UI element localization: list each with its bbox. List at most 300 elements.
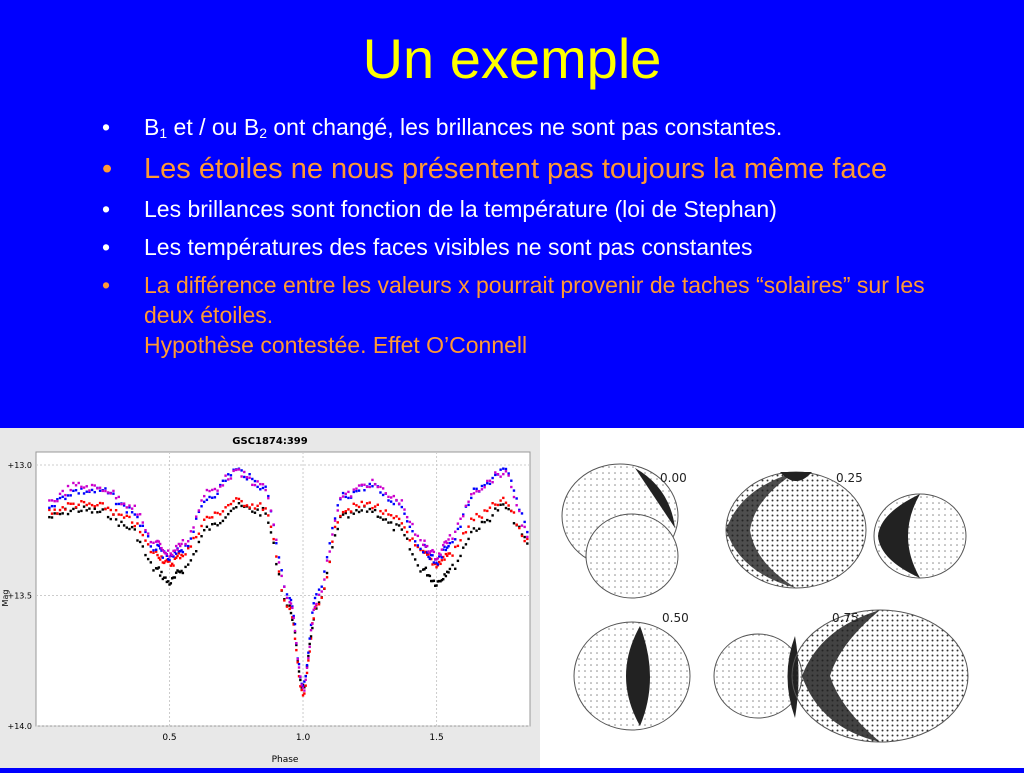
data-point	[454, 568, 456, 570]
data-point	[398, 502, 400, 504]
data-point	[457, 522, 459, 524]
data-point	[347, 508, 349, 510]
data-point	[203, 501, 205, 503]
data-point	[467, 504, 469, 506]
data-point	[295, 649, 297, 651]
data-point	[510, 480, 512, 482]
data-point	[139, 513, 141, 515]
data-point	[254, 484, 256, 486]
data-point	[486, 519, 488, 521]
data-point	[168, 555, 170, 557]
data-point	[419, 570, 421, 572]
data-point	[403, 534, 405, 536]
data-point	[144, 554, 146, 556]
data-point	[147, 532, 149, 534]
data-point	[195, 536, 197, 538]
y-tick-label: +14.0	[7, 722, 32, 731]
data-point	[251, 484, 253, 486]
data-point	[486, 482, 488, 484]
data-point	[462, 515, 464, 517]
data-point	[283, 586, 285, 588]
data-point	[254, 480, 256, 482]
data-point	[118, 496, 120, 498]
data-point	[518, 510, 520, 512]
data-point	[267, 522, 269, 524]
data-point	[366, 510, 368, 512]
data-point	[259, 488, 261, 490]
data-point	[491, 481, 493, 483]
bullet-text: Hypothèse contestée. Effet O’Connell	[144, 332, 528, 358]
data-point	[483, 486, 485, 488]
data-point	[224, 474, 226, 476]
data-point	[211, 497, 213, 499]
data-point	[280, 569, 282, 571]
data-point	[211, 523, 213, 525]
data-point	[184, 566, 186, 568]
data-point	[224, 480, 226, 482]
data-point	[51, 505, 53, 507]
data-point	[51, 499, 53, 501]
data-point	[275, 542, 277, 544]
data-point	[337, 528, 339, 530]
data-point	[309, 643, 311, 645]
bullet-item	[100, 112, 980, 142]
data-point	[88, 502, 90, 504]
data-point	[465, 543, 467, 545]
data-point	[481, 488, 483, 490]
data-point	[385, 492, 387, 494]
data-point	[182, 572, 184, 574]
bullet-text: et / ou B	[167, 114, 260, 140]
data-point	[473, 519, 475, 521]
data-point	[371, 511, 373, 513]
data-point	[311, 623, 313, 625]
data-point	[48, 507, 50, 509]
data-point	[382, 518, 384, 520]
subscript: 1	[159, 125, 168, 141]
data-point	[314, 597, 316, 599]
data-point	[475, 490, 477, 492]
data-point	[94, 484, 96, 486]
data-point	[390, 500, 392, 502]
data-point	[259, 514, 261, 516]
data-point	[190, 545, 192, 547]
data-point	[203, 519, 205, 521]
data-point	[147, 558, 149, 560]
data-point	[80, 510, 82, 512]
data-point	[363, 505, 365, 507]
data-point	[445, 575, 447, 577]
data-point	[99, 511, 101, 513]
data-point	[91, 484, 93, 486]
data-point	[457, 560, 459, 562]
data-point	[102, 490, 104, 492]
data-point	[422, 551, 424, 553]
data-point	[56, 500, 58, 502]
data-point	[110, 509, 112, 511]
data-point	[326, 556, 328, 558]
data-point	[136, 513, 138, 515]
data-point	[310, 629, 312, 631]
data-point	[62, 506, 64, 508]
data-point	[171, 554, 173, 556]
data-point	[155, 549, 157, 551]
data-point	[417, 535, 419, 537]
data-point	[56, 512, 58, 514]
data-point	[251, 478, 253, 480]
data-point	[123, 502, 125, 504]
data-point	[459, 518, 461, 520]
data-point	[230, 510, 232, 512]
data-point	[299, 675, 301, 677]
data-point	[134, 528, 136, 530]
data-point	[374, 483, 376, 485]
data-point	[329, 550, 331, 552]
data-point	[393, 503, 395, 505]
data-point	[144, 529, 146, 531]
data-point	[72, 490, 74, 492]
data-point	[107, 507, 109, 509]
data-point	[86, 485, 88, 487]
data-point	[390, 496, 392, 498]
data-point	[467, 525, 469, 527]
data-point	[216, 512, 218, 514]
data-point	[174, 576, 176, 578]
data-point	[262, 509, 264, 511]
phase-label: 0.75	[832, 611, 859, 625]
data-point	[296, 658, 298, 660]
data-point	[64, 508, 66, 510]
data-point	[128, 528, 130, 530]
data-point	[59, 497, 61, 499]
data-point	[442, 578, 444, 580]
data-point	[267, 495, 269, 497]
data-point	[449, 552, 451, 554]
data-point	[120, 503, 122, 505]
data-point	[510, 510, 512, 512]
data-point	[306, 672, 308, 674]
data-point	[414, 558, 416, 560]
data-point	[216, 493, 218, 495]
data-point	[502, 503, 504, 505]
data-point	[180, 543, 182, 545]
data-point	[235, 506, 237, 508]
data-point	[224, 516, 226, 518]
data-point	[298, 663, 300, 665]
bullet-text: Les brillances sont fonction de la température (loi de Stephan)	[144, 196, 777, 222]
data-point	[206, 499, 208, 501]
data-point	[208, 496, 210, 498]
data-point	[142, 525, 144, 527]
data-point	[377, 504, 379, 506]
phase-panel-000	[562, 464, 687, 598]
data-point	[272, 523, 274, 525]
data-point	[99, 490, 101, 492]
data-point	[200, 525, 202, 527]
bullet-text: Les températures des faces visibles ne sont pas constantes	[144, 234, 753, 260]
data-point	[192, 553, 194, 555]
data-point	[411, 530, 413, 532]
data-point	[355, 490, 357, 492]
data-point	[403, 508, 405, 510]
data-point	[313, 609, 315, 611]
data-point	[447, 545, 449, 547]
data-point	[326, 572, 328, 574]
data-point	[270, 531, 272, 533]
light-curve-svg	[0, 428, 540, 768]
data-point	[167, 549, 169, 551]
data-point	[447, 538, 449, 540]
bullet-glyph: •	[102, 114, 111, 140]
data-point	[275, 555, 277, 557]
data-point	[123, 516, 125, 518]
data-point	[219, 513, 221, 515]
data-point	[144, 539, 146, 541]
data-point	[439, 553, 441, 555]
data-point	[414, 533, 416, 535]
data-point	[164, 576, 166, 578]
data-point	[437, 563, 439, 565]
data-point	[227, 504, 229, 506]
data-point	[147, 535, 149, 537]
data-point	[120, 514, 122, 516]
data-point	[238, 468, 240, 470]
data-point	[102, 508, 104, 510]
data-point	[94, 491, 96, 493]
data-point	[339, 515, 341, 517]
data-point	[442, 544, 444, 546]
data-point	[286, 605, 288, 607]
data-point	[323, 587, 325, 589]
data-point	[353, 503, 355, 505]
data-point	[275, 563, 277, 565]
data-point	[321, 585, 323, 587]
data-point	[110, 492, 112, 494]
data-point	[510, 486, 512, 488]
data-point	[355, 487, 357, 489]
data-point	[230, 477, 232, 479]
data-point	[401, 528, 403, 530]
data-point	[451, 537, 453, 539]
data-point	[409, 548, 411, 550]
data-point	[459, 539, 461, 541]
data-point	[387, 521, 389, 523]
data-point	[195, 515, 197, 517]
data-point	[176, 555, 178, 557]
data-point	[248, 473, 250, 475]
data-point	[190, 537, 192, 539]
data-point	[355, 509, 357, 511]
data-point	[211, 489, 213, 491]
data-point	[374, 505, 376, 507]
data-point	[494, 471, 496, 473]
data-point	[192, 531, 194, 533]
data-point	[406, 531, 408, 533]
data-point	[240, 469, 242, 471]
data-point	[321, 597, 323, 599]
data-point	[75, 506, 77, 508]
data-point	[331, 533, 333, 535]
data-point	[75, 484, 77, 486]
data-point	[513, 522, 515, 524]
data-point	[483, 509, 485, 511]
data-point	[446, 555, 448, 557]
data-point	[303, 689, 305, 691]
data-point	[395, 499, 397, 501]
data-point	[160, 547, 162, 549]
bullet-text: B	[144, 114, 160, 140]
data-point	[214, 511, 216, 513]
data-point	[126, 526, 128, 528]
data-point	[232, 470, 234, 472]
data-point	[227, 478, 229, 480]
data-point	[131, 511, 133, 513]
data-point	[350, 495, 352, 497]
data-point	[505, 468, 507, 470]
data-point	[147, 543, 149, 545]
data-point	[115, 503, 117, 505]
bullet-item	[100, 232, 980, 262]
data-point	[502, 473, 504, 475]
data-point	[342, 492, 344, 494]
data-point	[175, 545, 177, 547]
data-point	[99, 502, 101, 504]
light-curve-chart	[0, 428, 540, 768]
data-point	[262, 487, 264, 489]
data-point	[499, 475, 501, 477]
data-point	[131, 507, 133, 509]
data-point	[390, 521, 392, 523]
data-point	[497, 473, 499, 475]
data-point	[497, 509, 499, 511]
data-point	[494, 474, 496, 476]
data-point	[131, 521, 133, 523]
data-point	[419, 548, 421, 550]
data-point	[72, 508, 74, 510]
data-point	[91, 511, 93, 513]
data-point	[459, 555, 461, 557]
data-point	[449, 542, 451, 544]
data-point	[337, 509, 339, 511]
data-point	[393, 529, 395, 531]
data-point	[318, 588, 320, 590]
data-point	[446, 542, 448, 544]
data-point	[315, 593, 317, 595]
data-point	[358, 484, 360, 486]
data-point	[159, 558, 161, 560]
data-point	[507, 504, 509, 506]
data-point	[72, 482, 74, 484]
data-point	[118, 503, 120, 505]
data-point	[313, 617, 315, 619]
data-point	[379, 491, 381, 493]
data-point	[470, 497, 472, 499]
data-point	[272, 542, 274, 544]
data-point	[152, 552, 154, 554]
data-point	[337, 504, 339, 506]
data-point	[481, 516, 483, 518]
subscript: 2	[259, 125, 267, 141]
data-point	[502, 467, 504, 469]
data-point	[67, 494, 69, 496]
data-point	[126, 511, 128, 513]
data-point	[334, 526, 336, 528]
data-point	[454, 531, 456, 533]
data-point	[382, 494, 384, 496]
data-point	[174, 549, 176, 551]
data-point	[323, 570, 325, 572]
data-point	[387, 513, 389, 515]
data-point	[53, 505, 55, 507]
data-point	[409, 526, 411, 528]
y-tick-label: +13.0	[7, 461, 32, 471]
data-point	[156, 554, 158, 556]
data-point	[329, 561, 331, 563]
data-point	[160, 571, 162, 573]
data-point	[200, 505, 202, 507]
data-point	[306, 664, 308, 666]
data-point	[190, 530, 192, 532]
bullet-glyph: •	[102, 234, 111, 260]
data-point	[489, 507, 491, 509]
data-point	[403, 512, 405, 514]
data-point	[369, 483, 371, 485]
data-point	[230, 503, 232, 505]
chart-title: GSC1874:399	[232, 436, 308, 447]
data-point	[118, 513, 120, 515]
data-point	[136, 516, 138, 518]
data-point	[264, 486, 266, 488]
data-point	[307, 659, 309, 661]
bullet-text: La différence entre les valeurs x pourrait provenir de taches “solaires” sur les deux étoiles.	[144, 272, 925, 328]
data-point	[270, 526, 272, 528]
bullet-glyph: •	[102, 272, 111, 298]
data-point	[139, 525, 141, 527]
data-point	[208, 516, 210, 518]
data-point	[214, 496, 216, 498]
data-point	[379, 510, 381, 512]
data-point	[304, 684, 306, 686]
data-point	[398, 524, 400, 526]
data-point	[310, 635, 312, 637]
data-point	[467, 538, 469, 540]
data-point	[179, 545, 181, 547]
data-point	[499, 504, 501, 506]
data-point	[483, 484, 485, 486]
data-point	[439, 563, 441, 565]
data-point	[298, 670, 300, 672]
data-point	[369, 508, 371, 510]
data-point	[115, 518, 117, 520]
data-point	[475, 488, 477, 490]
data-point	[162, 549, 164, 551]
data-point	[107, 516, 109, 518]
data-point	[211, 516, 213, 518]
data-point	[318, 594, 320, 596]
data-point	[142, 534, 144, 536]
data-point	[198, 509, 200, 511]
data-point	[361, 501, 363, 503]
data-point	[478, 515, 480, 517]
data-point	[473, 488, 475, 490]
data-point	[195, 550, 197, 552]
data-point	[200, 499, 202, 501]
phase-panel-025	[726, 471, 966, 588]
data-point	[150, 561, 152, 563]
data-point	[419, 539, 421, 541]
data-point	[88, 507, 90, 509]
data-point	[102, 502, 104, 504]
